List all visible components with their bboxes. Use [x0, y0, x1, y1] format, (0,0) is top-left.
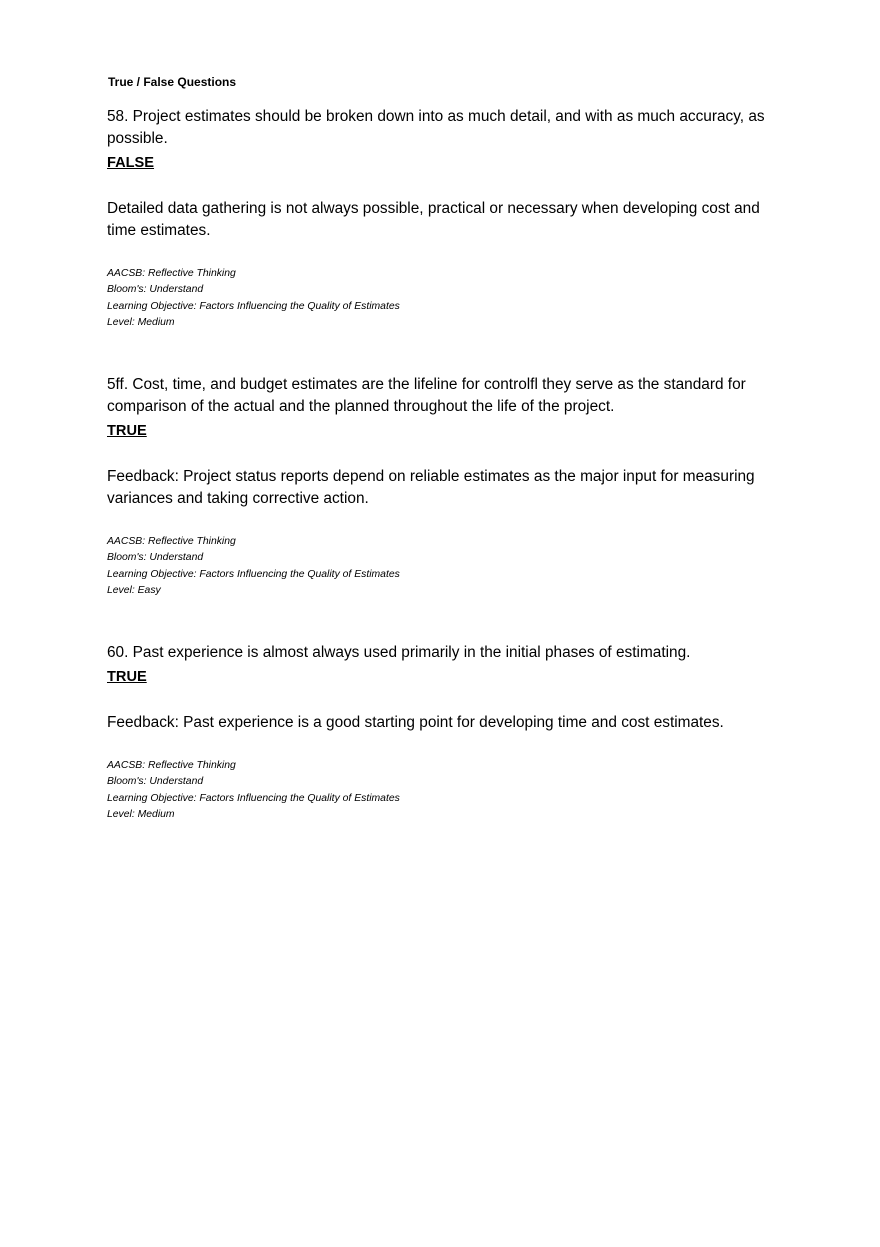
question-text: 58. Project estimates should be broken down into as much detail, and with as much accuracy, as possible. — [107, 108, 765, 147]
aacsb-tag: AACSB: Reflective Thinking — [107, 760, 236, 771]
question-block — [107, 106, 787, 331]
learning-objective-tag: Learning Objective: Factors Influencing the Quality of Estimates — [107, 568, 400, 580]
aacsb-tag: AACSB: Reflective Thinking — [107, 268, 236, 279]
learning-objective-tag: Learning Objective: Factors Influencing the Quality of Estimates — [107, 300, 400, 312]
question-text: 5ff. Cost, time, and budget estimates are the lifeline for controlfl they serve as the standard for comparison of the actual and the planned throughout the life of the project. — [107, 376, 746, 415]
question-metadata — [107, 534, 787, 599]
question-block — [107, 642, 787, 823]
blooms-tag: Bloom's: Understand — [107, 284, 204, 296]
question-metadata — [107, 758, 787, 823]
feedback-text: Feedback: Project status reports depend on reliable estimates as the major input for measuring variances and taking corrective action. — [107, 468, 755, 507]
feedback-text: Feedback: Past experience is a good starting point for developing time and cost estimates. — [107, 714, 724, 731]
answer-label: TRUE — [107, 423, 147, 439]
blooms-tag: Bloom's: Understand — [107, 552, 204, 564]
question-text: 60. Past experience is almost always used primarily in the initial phases of estimating. — [107, 644, 691, 661]
answer-label: TRUE — [107, 669, 147, 685]
level-tag: Level: Medium — [107, 808, 175, 820]
learning-objective-tag: Learning Objective: Factors Influencing the Quality of Estimates — [107, 792, 400, 804]
question-block — [107, 374, 787, 599]
level-tag: Level: Easy — [107, 584, 161, 596]
answer-label: FALSE — [107, 155, 155, 171]
section-title: True / False Questions — [108, 75, 237, 89]
feedback-text: Detailed data gathering is not always possible, practical or necessary when developing cost and time estimates. — [107, 200, 760, 239]
question-metadata — [107, 266, 787, 331]
level-tag: Level: Medium — [107, 316, 175, 328]
blooms-tag: Bloom's: Understand — [107, 776, 204, 788]
aacsb-tag: AACSB: Reflective Thinking — [107, 536, 236, 547]
